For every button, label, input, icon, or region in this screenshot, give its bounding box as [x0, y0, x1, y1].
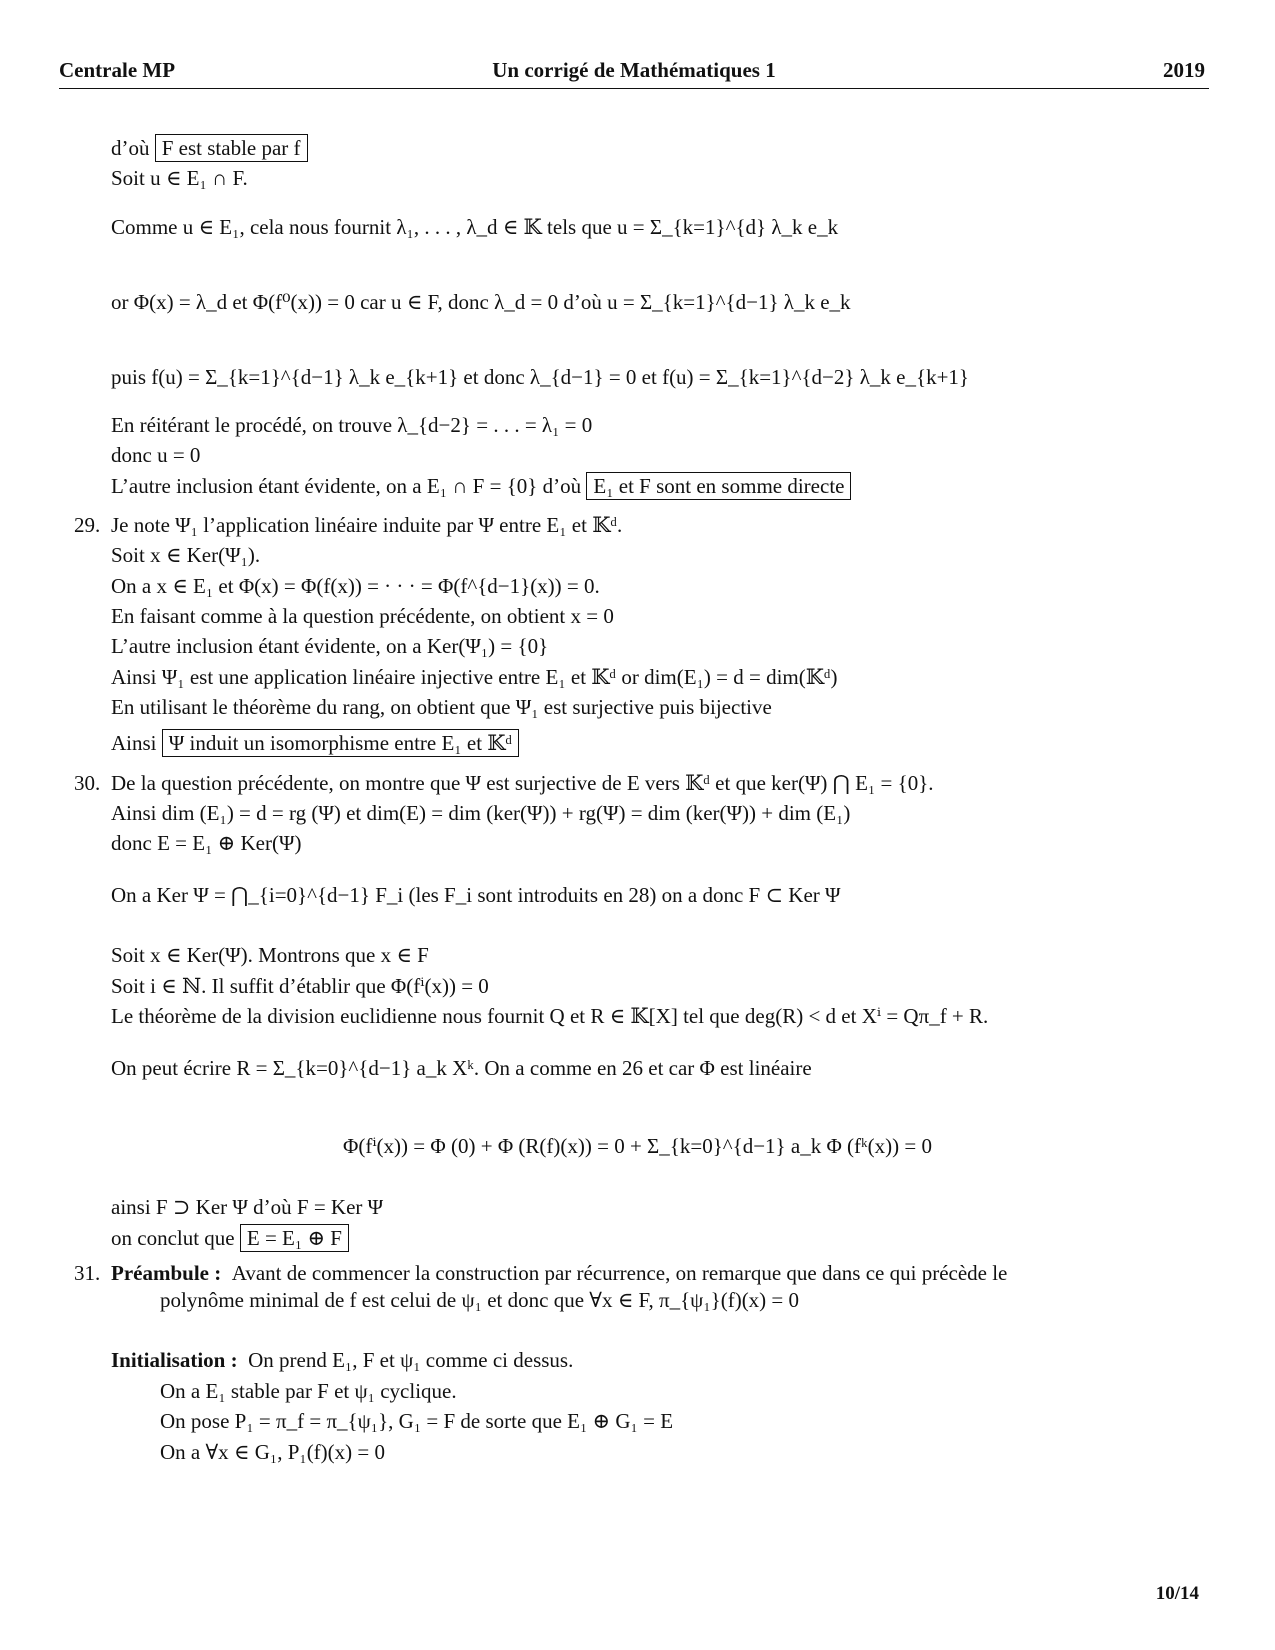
text-line: En réitérant le procédé, on trouve λ_{d−2} = . . . = λ₁ = 0	[111, 413, 593, 437]
display-equation: Φ(fⁱ(x)) = Φ (0) + Φ (R(f)(x)) = 0 + Σ_{k=0}^{d−1} a_k Φ (fᵏ(x)) = 0	[343, 1134, 932, 1158]
text-line: Soit i ∈ ℕ. Il suffit d’établir que Φ(fⁱ(x)) = 0	[111, 974, 489, 998]
text-line: Soit x ∈ Ker(Ψ₁).	[111, 543, 261, 567]
question-number: 29.	[74, 513, 101, 537]
text-line: On a Ker Ψ = ⋂_{i=0}^{d−1} F_i (les F_i sont introduits en 28) on a donc F ⊂ Ker Ψ	[111, 883, 841, 907]
text-line: puis f(u) = Σ_{k=1}^{d−1} λ_k e_{k+1} et donc λ_{d−1} = 0 et f(u) = Σ_{k=1}^{d−2} λ_k e_{k+1}	[111, 365, 969, 389]
text-line: Ainsi Ψ₁ est une application linéaire injective entre E₁ et 𝕂ᵈ or dim(E₁) = d = dim(𝕂ᵈ)	[111, 665, 838, 689]
text-line: Soit u ∈ E₁ ∩ F.	[111, 166, 248, 190]
text-line: On a ∀x ∈ G₁, P₁(f)(x) = 0	[160, 1440, 386, 1464]
page-number: 10/14	[1155, 1583, 1199, 1604]
text-line	[111, 135, 308, 161]
text-line: polynôme minimal de f est celui de ψ₁ et donc que ∀x ∈ F, π_{ψ₁}(f)(x) = 0	[160, 1288, 800, 1312]
text-line: De la question précédente, on montre que Ψ est surjective de E vers 𝕂ᵈ et que ker(Ψ) ⋂ E₁ = {0}.	[111, 771, 934, 795]
line-text: L’autre inclusion étant évidente, on a E₁ ∩ F = {0} d’où	[111, 474, 587, 498]
paragraph-label: Préambule :	[111, 1261, 222, 1285]
header-center: Un corrigé de Mathématiques 1	[492, 58, 776, 82]
line-text: Avant de commencer la construction par récurrence, on remarque que dans ce qui précède le	[231, 1261, 1008, 1285]
boxed-result: F est stable par f	[155, 134, 308, 162]
boxed-result: E₁ et F sont en somme directe	[586, 472, 851, 500]
line-text: On prend E₁, F et ψ₁ comme ci dessus.	[248, 1348, 574, 1372]
header-left: Centrale MP	[59, 58, 176, 82]
text-line: donc u = 0	[111, 443, 201, 467]
text-line: L’autre inclusion étant évidente, on a Ker(Ψ₁) = {0}	[111, 634, 549, 658]
text-line: En faisant comme à la question précédente, on obtient x = 0	[111, 604, 614, 628]
text-line: On a E₁ stable par F et ψ₁ cyclique.	[160, 1379, 457, 1403]
boxed-result: Ψ induit un isomorphisme entre E₁ et 𝕂ᵈ	[162, 729, 519, 757]
text-line: Comme u ∈ E₁, cela nous fournit λ₁, . . . , λ_d ∈ 𝕂 tels que u = Σ_{k=1}^{d} λ_k e_k	[111, 215, 839, 239]
text-line	[111, 473, 851, 499]
page-header	[59, 56, 1209, 89]
paragraph-label: Initialisation :	[111, 1348, 238, 1372]
text-line: On a x ∈ E₁ et Φ(x) = Φ(f(x)) = · · · = Φ(f^{d−1}(x)) = 0.	[111, 574, 600, 598]
text-line	[111, 1225, 349, 1251]
text-line: Ainsi dim (E₁) = d = rg (Ψ) et dim(E) = dim (ker(Ψ)) + rg(Ψ) = dim (ker(Ψ)) + dim (E₁)	[111, 801, 851, 825]
text-line: Je note Ψ₁ l’application linéaire induite par Ψ entre E₁ et 𝕂ᵈ.	[111, 513, 623, 537]
text-line: On peut écrire R = Σ_{k=0}^{d−1} a_k Xᵏ. On a comme en 26 et car Φ est linéaire	[111, 1056, 812, 1080]
question-number: 30.	[74, 771, 101, 795]
text-line: ainsi F ⊃ Ker Ψ d’où F = Ker Ψ	[111, 1195, 384, 1219]
text-line: Le théorème de la division euclidienne nous fournit Q et R ∈ 𝕂[X] tel que deg(R) < d et Xⁱ = Qπ_f + R.	[111, 1004, 989, 1028]
line-text: on conclut que	[111, 1226, 240, 1250]
text-line	[111, 1260, 1007, 1286]
line-text: Ainsi	[111, 731, 162, 755]
text-line: donc E = E₁ ⊕ Ker(Ψ)	[111, 831, 302, 855]
text-line	[111, 730, 519, 756]
boxed-result: E = E₁ ⊕ F	[240, 1224, 349, 1252]
header-right: 2019	[1163, 58, 1205, 82]
text-line	[111, 1347, 573, 1373]
text-line: On pose P₁ = π_f = π_{ψ₁}, G₁ = F de sorte que E₁ ⊕ G₁ = E	[160, 1409, 674, 1433]
line-text: d’où	[111, 136, 155, 160]
question-number: 31.	[74, 1261, 101, 1285]
text-line: En utilisant le théorème du rang, on obtient que Ψ₁ est surjective puis bijective	[111, 695, 772, 719]
text-line: Soit x ∈ Ker(Ψ). Montrons que x ∈ F	[111, 943, 429, 967]
text-line: or Φ(x) = λ_d et Φ(f⁰(x)) = 0 car u ∈ F, donc λ_d = 0 d’où u = Σ_{k=1}^{d−1} λ_k e_k	[111, 290, 851, 314]
